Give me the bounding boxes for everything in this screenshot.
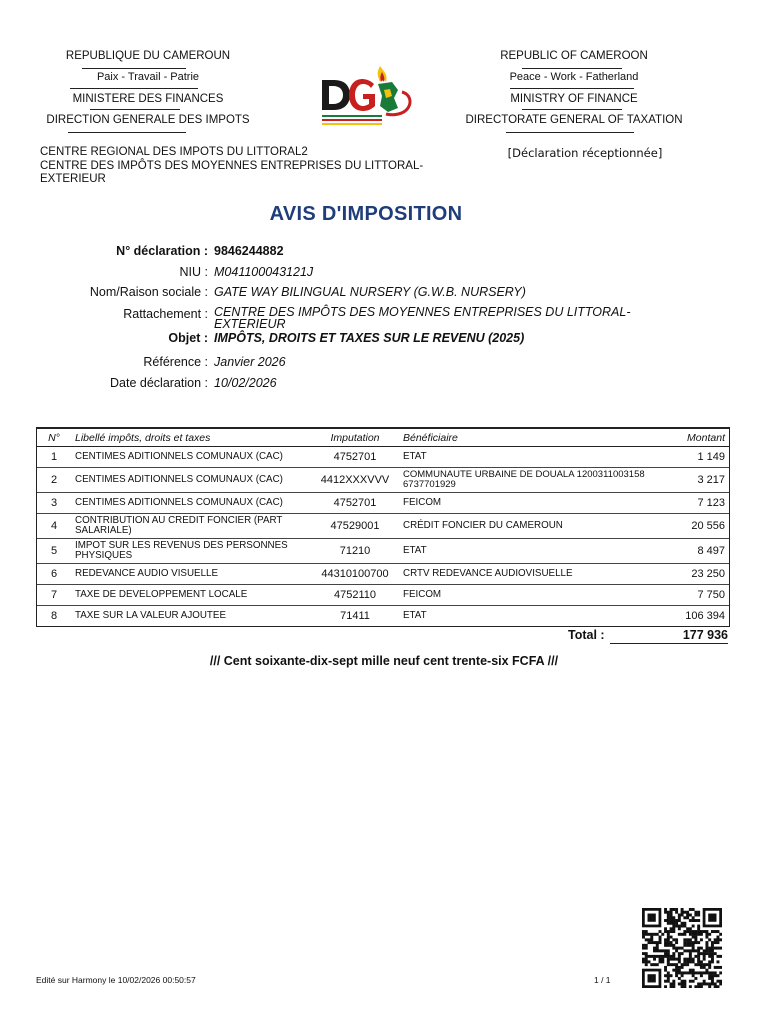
divider	[510, 88, 634, 89]
row-number: 3	[37, 493, 71, 514]
total-label: Total :	[568, 628, 605, 642]
row-montant: 106 394	[651, 606, 729, 627]
row-imputation: 4752701	[311, 493, 399, 514]
row-imputation: 71411	[311, 606, 399, 627]
ministry-en: MINISTRY OF FINANCE	[510, 93, 638, 105]
country-fr: REPUBLIQUE DU CAMEROUN	[65, 50, 231, 62]
row-beneficiaire: FEICOM	[399, 585, 651, 606]
date-value: 10/02/2026	[214, 376, 277, 390]
row-beneficiaire: CRÉDIT FONCIER DU CAMEROUN	[399, 514, 651, 539]
centre-line-2: EXTERIEUR	[40, 173, 106, 185]
country-en: REPUBLIC OF CAMEROON	[500, 50, 648, 62]
reference-label: Référence :	[143, 355, 208, 369]
qr-code-icon	[642, 908, 722, 988]
row-libelle: TAXE SUR LA VALEUR AJOUTEE	[71, 606, 311, 627]
date-label: Date déclaration :	[110, 376, 208, 390]
document-title: AVIS D'IMPOSITION	[269, 203, 463, 225]
motto-fr: Paix - Travail - Patrie	[96, 71, 200, 83]
row-imputation: 47529001	[311, 514, 399, 539]
row-libelle: CENTIMES ADITIONNELS COMUNAUX (CAC)	[71, 468, 311, 493]
row-imputation: 4752110	[311, 585, 399, 606]
declaration-status: [Déclaration réceptionnée]	[507, 146, 663, 160]
direction-fr: DIRECTION GENERALE DES IMPOTS	[46, 114, 250, 126]
objet-label: Objet :	[168, 331, 208, 345]
declaration-label: N° déclaration :	[116, 244, 208, 258]
row-montant: 7 123	[651, 493, 729, 514]
divider	[70, 88, 198, 89]
dgi-logo-icon	[318, 62, 418, 130]
divider	[90, 109, 180, 110]
row-number: 6	[37, 564, 71, 585]
centre-regional: CENTRE REGIONAL DES IMPOTS DU LITTORAL2	[40, 146, 308, 158]
niu-value: M041100043121J	[214, 265, 314, 279]
row-imputation: 4412XXXVVV	[311, 468, 399, 493]
row-imputation: 4752701	[311, 447, 399, 468]
footer-edited: Edité sur Harmony le 10/02/2026 00:50:57	[36, 975, 196, 985]
qr-code	[642, 908, 722, 988]
dgi-logo	[318, 62, 418, 130]
row-beneficiaire: ETAT	[399, 539, 651, 564]
row-number: 7	[37, 585, 71, 606]
divider	[522, 68, 622, 69]
centre-line-1: CENTRE DES IMPÔTS DES MOYENNES ENTREPRISES DU LITTORAL-	[40, 160, 424, 172]
col-montant: Montant	[651, 429, 729, 447]
row-beneficiaire: ETAT	[399, 606, 651, 627]
table-row	[37, 585, 729, 606]
col-libelle: Libellé impôts, droits et taxes	[71, 429, 311, 447]
reference-value: Janvier 2026	[214, 355, 286, 369]
row-imputation: 71210	[311, 539, 399, 564]
row-libelle: CENTIMES ADITIONNELS COMUNAUX (CAC)	[71, 493, 311, 514]
table-row	[37, 564, 729, 585]
table-row	[37, 539, 729, 564]
table-row	[37, 514, 729, 539]
row-beneficiaire: CRTV REDEVANCE AUDIOVISUELLE	[399, 564, 651, 585]
rattachement-label: Rattachement :	[123, 307, 208, 321]
row-montant: 23 250	[651, 564, 729, 585]
row-number: 4	[37, 514, 71, 539]
row-number: 8	[37, 606, 71, 627]
row-libelle: CENTIMES ADITIONNELS COMUNAUX (CAC)	[71, 447, 311, 468]
row-libelle: CONTRIBUTION AU CREDIT FONCIER (PART SALARIALE)	[71, 514, 311, 539]
row-montant: 3 217	[651, 468, 729, 493]
table-row	[37, 493, 729, 514]
nom-label: Nom/Raison sociale :	[89, 285, 208, 299]
rattachement-value	[214, 306, 631, 330]
row-libelle: TAXE DE DEVELOPPEMENT LOCALE	[71, 585, 311, 606]
motto-en: Peace - Work - Fatherland	[509, 71, 639, 83]
col-n: N°	[37, 429, 71, 447]
divider	[82, 68, 186, 69]
table-row	[37, 606, 729, 627]
row-imputation: 44310100700	[311, 564, 399, 585]
row-montant: 20 556	[651, 514, 729, 539]
footer-page: 1 / 1	[594, 975, 611, 985]
nom-value: GATE WAY BILINGUAL NURSERY (G.W.B. NURSERY)	[214, 285, 526, 299]
row-montant: 1 149	[651, 447, 729, 468]
row-number: 5	[37, 539, 71, 564]
niu-label: NIU :	[179, 265, 208, 279]
tax-table	[37, 428, 729, 627]
direction-en: DIRECTORATE GENERAL OF TAXATION	[465, 114, 683, 126]
ministry-fr: MINISTERE DES FINANCES	[72, 93, 224, 105]
row-libelle: REDEVANCE AUDIO VISUELLE	[71, 564, 311, 585]
divider	[68, 132, 186, 133]
amount-in-words: /// Cent soixante-dix-sept mille neuf cent trente-six FCFA ///	[209, 654, 559, 668]
row-montant: 7 750	[651, 585, 729, 606]
table-header	[37, 429, 729, 447]
divider	[506, 132, 634, 133]
table-row	[37, 468, 729, 493]
row-number: 1	[37, 447, 71, 468]
declaration-value: 9846244882	[214, 244, 284, 258]
rattachement-value-line-2: EXTERIEUR	[214, 317, 286, 331]
row-montant: 8 497	[651, 539, 729, 564]
rattachement-value-line-1: CENTRE DES IMPÔTS DES MOYENNES ENTREPRISES DU LITTORAL-	[214, 305, 631, 319]
row-libelle: IMPOT SUR LES REVENUS DES PERSONNES PHYSIQUES	[71, 539, 311, 564]
col-imputation: Imputation	[311, 429, 399, 447]
row-number: 2	[37, 468, 71, 493]
row-beneficiaire: FEICOM	[399, 493, 651, 514]
row-beneficiaire: ETAT	[399, 447, 651, 468]
col-beneficiaire: Bénéficiaire	[399, 429, 651, 447]
row-beneficiaire: COMMUNAUTE URBAINE DE DOUALA 12003110031586737701929	[399, 468, 651, 493]
divider	[522, 109, 622, 110]
total-value: 177 936	[610, 628, 728, 644]
objet-value: IMPÔTS, DROITS ET TAXES SUR LE REVENU (2025)	[214, 331, 525, 345]
table-row	[37, 447, 729, 468]
